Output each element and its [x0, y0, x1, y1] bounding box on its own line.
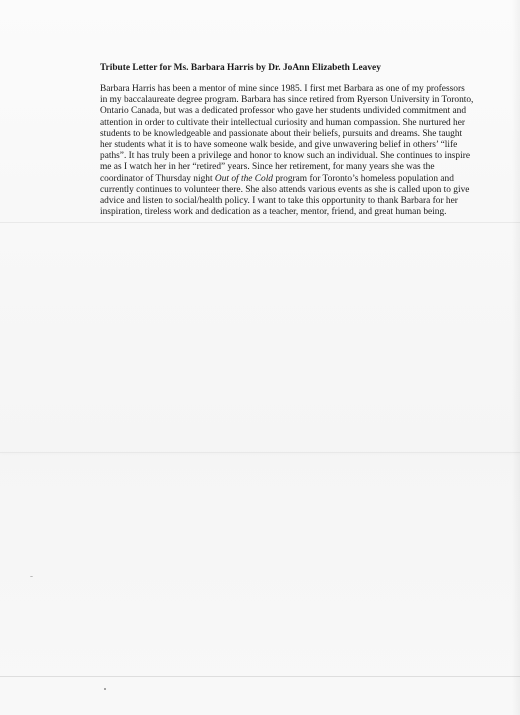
- scan-speck: [30, 576, 33, 577]
- program-name: Out of the Cold: [214, 173, 273, 184]
- scan-speck: [104, 688, 106, 690]
- tribute-letter: [100, 62, 474, 218]
- letter-body: [100, 84, 474, 218]
- page-edge-shadow: [512, 0, 520, 715]
- letter-body-text-start: Barbara Harris has been a mentor of mine since 1985. I first met Barbara as one of my professors in my baccalaureate degree program. Barbara has since retired from Ryerson University in Toronto, Ontario Canada, but was a dedicated professor who gave her students undivided commitment and attention in order to cultivate their intellectual curiosity and human compassion. She nurtured her students to be knowledgeable and passionate about their beliefs, pursuits and dreams. She taught her students what it is to have someone walk beside, and give unwavering belief in others’ “life paths”. It has truly been a privilege and honor to know such an individual. She continues to inspire me as I watch her in her “retired” years. Since her retirement, for many years she was the coordinator of Thursday night: [100, 84, 474, 184]
- paper-fold-line: [0, 222, 520, 223]
- letter-body-text-end: program for Toronto’s homeless population and currently continues to volunteer there. She also attends various events as she is called upon to give advice and listen to social/health policy. I want to take this opportunity to thank Barbara for her inspiration, tireless work and dedication as a teacher, mentor, friend, and great human being.: [100, 173, 470, 218]
- letter-title: Tribute Letter for Ms. Barbara Harris by Dr. JoAnn Elizabeth Leavey: [100, 63, 381, 73]
- paper-fold-line: [0, 676, 520, 677]
- paper-fold-line: [0, 452, 520, 453]
